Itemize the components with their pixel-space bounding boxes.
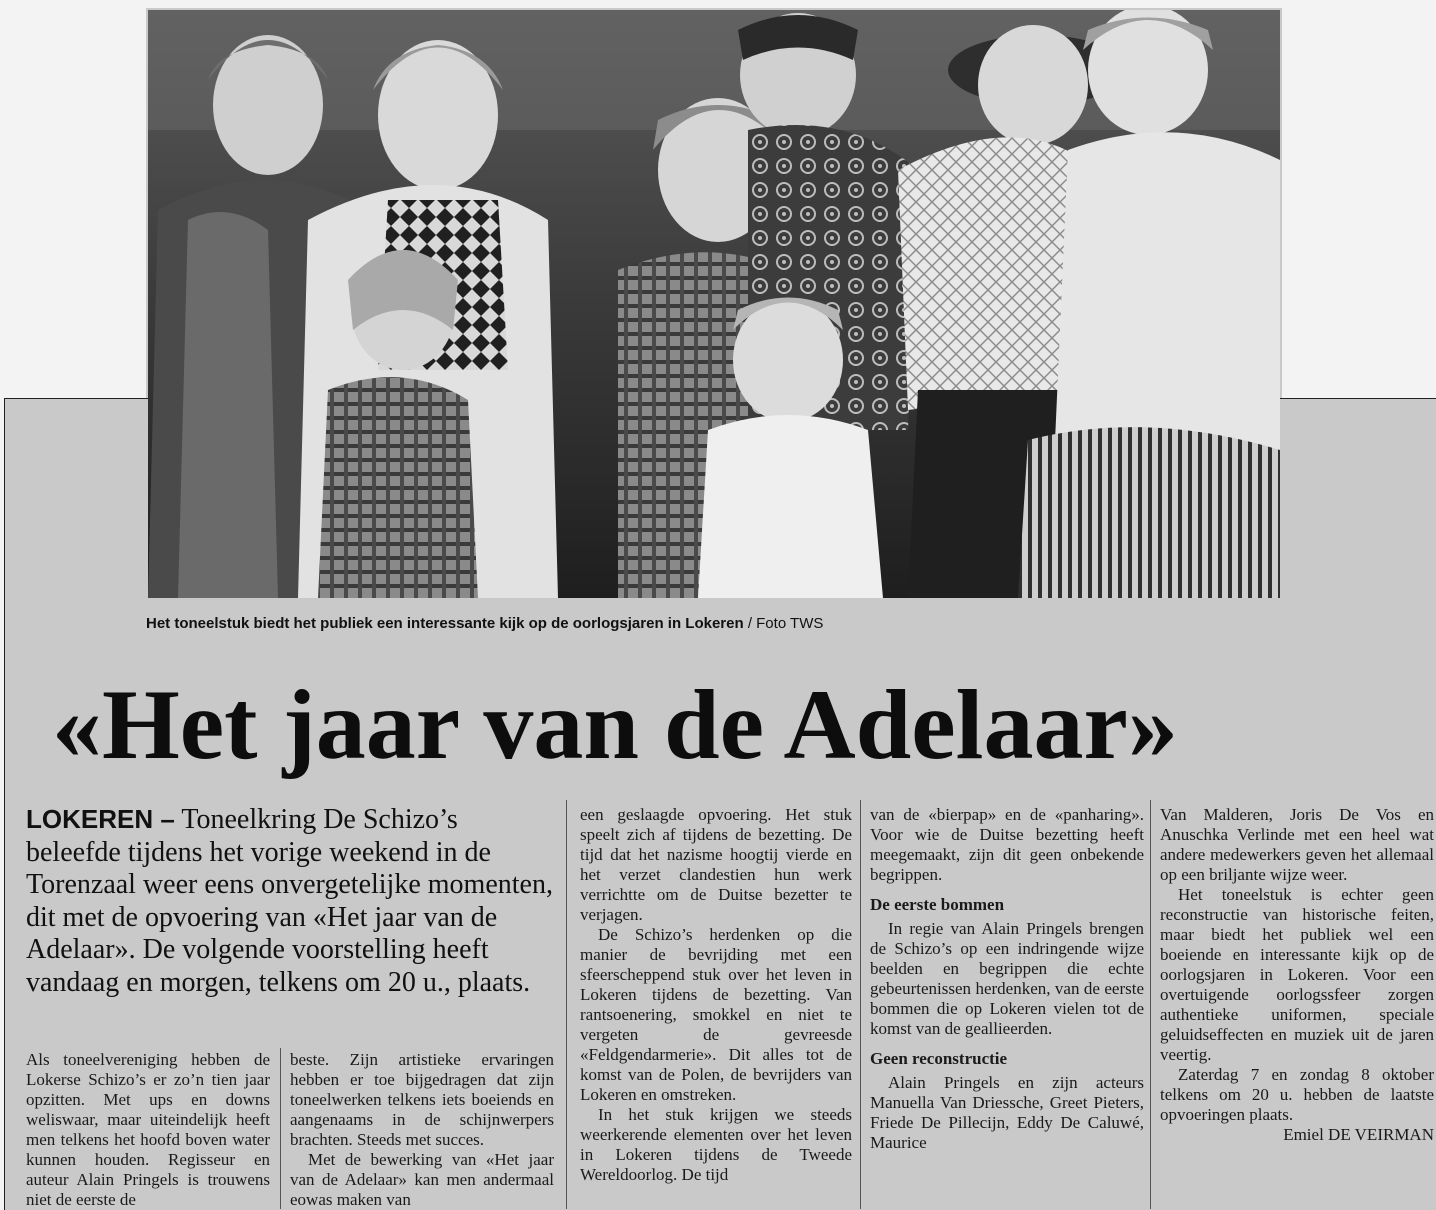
stage-photo-image: [148, 10, 1280, 598]
column-2-paragraph-1: beste. Zijn artistieke ervaringen hebben er toe bijgedragen dat zijn toneelwerken telkens iets boeiends en aangenaams in de schijnwerpers brachten. Steeds met succes.: [290, 1050, 554, 1149]
column-4-paragraph-2: In regie van Alain Pringels brengen de Schizo’s op een indringende wijze beelden en begrippen die echte gebeurtenissen herdenken, van de eerste bommen die op Lokeren vielen tot de komst van de geallieerden.: [870, 919, 1144, 1038]
subheading-eerste-bommen: De eerste bommen: [870, 895, 1005, 914]
column-rule-2: [860, 800, 861, 1209]
author-signature: Emiel DE VEIRMAN: [1283, 1125, 1434, 1144]
lead-text: Toneelkring De Schizo’s beleefde tijdens het vorige weekend in de Torenzaal weer eens onvergetelijke momenten, dit met de opvoering van «Het jaar van de Adelaar». De volgende voorstelling heeft vandaag en morgen, telkens om 20 u., plaats.: [26, 804, 553, 998]
stage-photo: [148, 10, 1280, 598]
column-rule-1: [566, 800, 567, 1209]
caption-text: Het toneelstuk biedt het publiek een interessante kijk op de oorlogsjaren in Lokeren: [146, 615, 744, 632]
column-rule-3: [1150, 800, 1151, 1209]
subheading-geen-reconstructie: Geen reconstructie: [870, 1049, 1008, 1068]
column-2-paragraph-2: Met de bewerking van «Het jaar van de Adelaar» kan men andermaal eowas maken van: [290, 1150, 554, 1209]
column-3: [580, 805, 852, 1209]
column-4-paragraph-1: van de «bierpap» en de «panharing». Voor wie de Duitse bezetting heeft meegemaakt, zijn dit geen onbekende begrippen.: [870, 805, 1144, 884]
lead-paragraph: [26, 803, 556, 999]
column-5-paragraph-3: Zaterdag 7 en zondag 8 oktober telkens om 20 u. hebben de laatste opvoeringen plaats.: [1160, 1065, 1434, 1124]
column-4: [870, 805, 1144, 1209]
column-rule-4: [280, 1048, 281, 1209]
column-4-paragraph-3: Alain Pringels en zijn acteurs Manuella Van Driessche, Greet Pieters, Friede De Pillecijn, Eddy De Caluwé, Maurice: [870, 1073, 1144, 1152]
column-2: [290, 1050, 554, 1209]
column-5-paragraph-1: Van Malderen, Joris De Vos en Anuschka Verlinde met een heel wat andere medewerkers geven het allemaal op een briljante wijze weer.: [1160, 805, 1434, 884]
column-3-paragraph-1: een geslaagde opvoering. Het stuk speelt zich af tijdens de bezetting. De tijd dat het nazisme hoogtij vierde en het verzet clandestien hun werk verrichtte om de Duitse bezetter te verjagen.: [580, 805, 852, 924]
column-3-paragraph-3: In het stuk krijgen we steeds weerkerende elementen over het leven in Lokeren tijdens de Tweede Wereldoorlog. De tijd: [580, 1105, 852, 1184]
dateline: LOKEREN –: [26, 804, 175, 834]
column-3-paragraph-2: De Schizo’s herdenken op die manier de bevrijding met een sfeerscheppend stuk over het leven in Lokeren tijdens de bezetting. Van rantsoenering, smokkel en niet te vergeten de gevreesde «Feldgendarmerie». Dit alles tot de komst van de Polen, de bevrijders van Lokeren en omstreken.: [580, 925, 852, 1104]
column-5: [1160, 805, 1434, 1209]
column-5-paragraph-2: Het toneelstuk is echter geen reconstructie van historische feiten, maar biedt het publiek wel een boeiende en interessante kijk op de oorlogsjaren in Lokeren. Voor een overtuigende oorlogssfeer zorgen authentieke uniformen, speciale geluidseffecten en muziek uit de jaren veertig.: [1160, 885, 1434, 1064]
photo-caption: [146, 615, 1146, 632]
photo-credit: / Foto TWS: [747, 615, 824, 632]
column-1-text: Als toneelvereniging hebben de Lokerse Schizo’s er zo’n tien jaar opzitten. Met ups en downs weliswaar, maar uiteindelijk heeft men telkens het hoofd boven water kunnen houden. Regisseur en auteur Alain Pringels is trouwens niet de eerste de: [26, 1050, 270, 1209]
headline: «Het jaar van de Adelaar»: [52, 669, 1178, 780]
column-1: [26, 1050, 270, 1209]
